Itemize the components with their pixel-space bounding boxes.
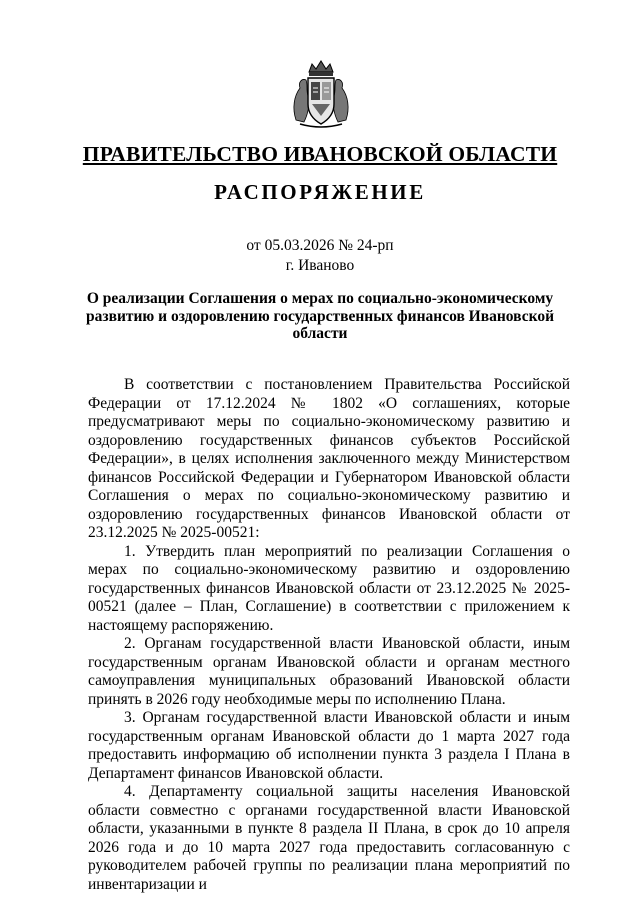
document-body xyxy=(88,376,570,894)
document-subject: О реализации Соглашения о мерах по социально-экономическому развитию и оздоровлению государственных финансов Ивановской области xyxy=(85,290,555,342)
paragraph-item-4: 4. Департаменту социальной защиты населения Ивановской области совместно с органами государственной власти Ивановской области, указанными в пункте 8 раздела II Плана, в срок до 10 апреля 2026 года и до 10 марта 2027 года предоставить согласованную с руководителем рабочей группы по реализации плана мероприятий по инвентаризации и xyxy=(88,783,570,893)
government-title: ПРАВИТЕЛЬСТВО ИВАНОВСКОЙ ОБЛАСТИ xyxy=(82,142,558,166)
paragraph-item-1: 1. Утвердить план мероприятий по реализации Соглашения о мерах по социально-экономическому развитию и оздоровлению государственных финансов Ивановской области от 23.12.2025 № 2025-00521 (далее – План, Соглашение) в соответствии с приложением к настоящему распоряжению. xyxy=(88,542,570,634)
coat-of-arms-icon xyxy=(290,58,352,130)
paragraph-preamble: В соответствии с постановлением Правительства Российской Федерации от 17.12.2024 № 1802 «О соглашениях, которые предусматривают меры по социально-экономическому развитию и оздоровлению государственных финансов субъектов Российской Федерации», в целях исполнения заключенного между Министерством финансов Российской Федерации и Губернатором Ивановской области Соглашения о мерах по социально-экономическому развитию и оздоровлению государственных финансов Ивановской области от 23.12.2025 № 2025-00521: xyxy=(88,376,570,541)
document-type: РАСПОРЯЖЕНИЕ xyxy=(214,180,426,204)
document-date-number: от 05.03.2026 № 24-рп xyxy=(246,237,394,254)
paragraph-item-3: 3. Органам государственной власти Ивановской области и иным государственным органам Ивановской области до 1 марта 2027 года предоставить информацию об исполнении пункта 3 раздела I Плана в Департамент финансов Ивановской области. xyxy=(88,709,570,782)
paragraph-item-2: 2. Органам государственной власти Ивановской области, иным государственным органам Ивановской области и органам местного самоуправления муниципальных образований Ивановской области принять в 2026 году необходимые меры по исполнению Плана. xyxy=(88,635,570,708)
document-city: г. Иваново xyxy=(285,257,355,274)
